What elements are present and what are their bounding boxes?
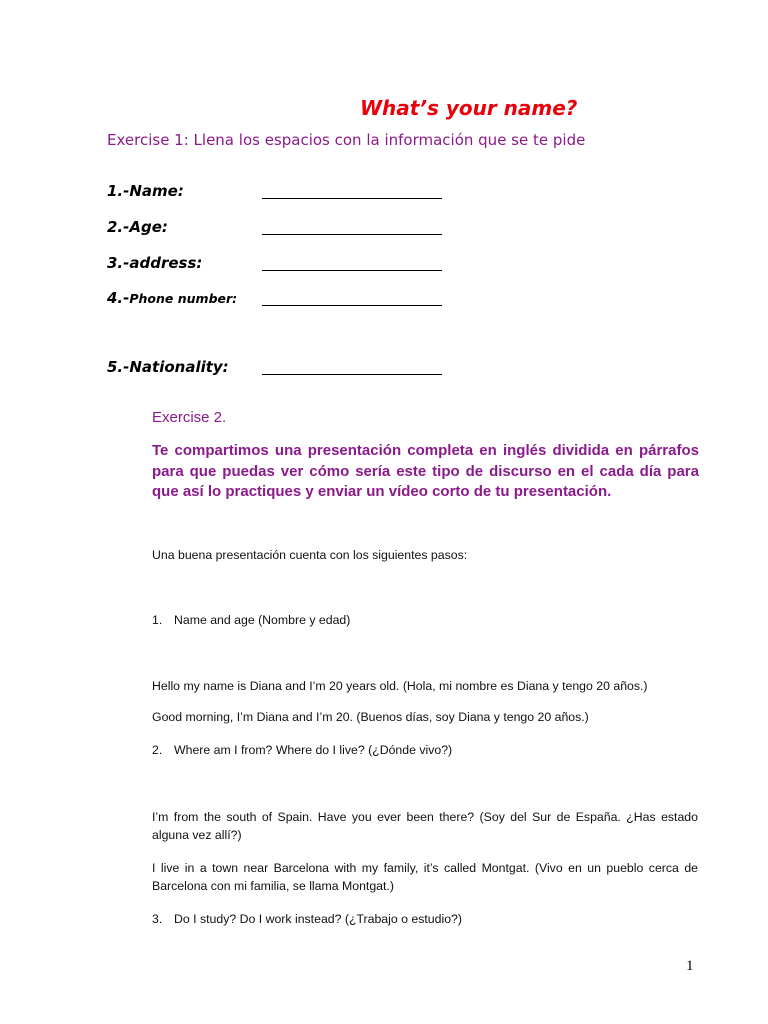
name-field-label: 1.-Name: — [107, 182, 184, 200]
step-1-number: 1. — [152, 613, 163, 627]
step-3-text: Do I study? Do I work instead? (¿Trabajo o estudio?) — [174, 912, 462, 926]
page-title: What’s your name? — [360, 96, 578, 120]
address-field-label: 3.-address: — [107, 254, 203, 272]
exercise-1-heading: Exercise 1: Llena los espacios con la información que se te pide — [107, 131, 586, 149]
phone-field-prefix: 4.- — [107, 289, 130, 307]
instructions-line: para que puedas ver cómo sería este tipo de discurso en el cada día para — [152, 462, 699, 480]
address-blank-line[interactable] — [262, 270, 442, 271]
paragraph-line: alguna vez allí?) — [152, 828, 242, 842]
paragraph-line: Barcelona con mi familia, se llama Montgat.) — [152, 879, 394, 893]
step-1 — [152, 613, 350, 627]
exercise-2-instructions — [152, 441, 699, 503]
step-2-number: 2. — [152, 743, 163, 757]
step-2-example-1 — [152, 808, 698, 844]
step-2-text: Where am I from? Where do I live? (¿Dónde vivo?) — [174, 743, 453, 757]
phone-blank-line[interactable] — [262, 305, 442, 306]
step-1-text: Name and age (Nombre y edad) — [174, 613, 351, 627]
phone-field-label — [107, 289, 237, 307]
exercise-2-heading: Exercise 2. — [152, 409, 227, 426]
step-3-number: 3. — [152, 912, 163, 926]
phone-field-text: Phone number: — [129, 291, 238, 306]
step-3 — [152, 912, 462, 926]
step-1-example-2: Good morning, I’m Diana and I’m 20. (Buenos días, soy Diana y tengo 20 años.) — [152, 710, 589, 724]
steps-intro: Una buena presentación cuenta con los siguientes pasos: — [152, 548, 468, 562]
age-blank-line[interactable] — [262, 234, 442, 235]
instructions-line: Te compartimos una presentación completa en inglés dividida en párrafos — [152, 442, 699, 459]
nationality-blank-line[interactable] — [262, 374, 442, 375]
step-2-example-2 — [152, 859, 698, 895]
paragraph-line: I live in a town near Barcelona with my family, it’s called Montgat. (Vivo en un pueblo cerca de — [152, 861, 698, 875]
step-1-example-1: Hello my name is Diana and I’m 20 years old. (Hola, mi nombre es Diana y tengo 20 años.) — [152, 679, 648, 693]
step-2 — [152, 743, 452, 757]
instructions-line: que así lo practiques y enviar un vídeo corto de tu presentación. — [152, 483, 612, 500]
nationality-field-label: 5.-Nationality: — [107, 358, 229, 376]
page-number: 1 — [686, 958, 694, 974]
age-field-label: 2.-Age: — [107, 218, 168, 236]
name-blank-line[interactable] — [262, 198, 442, 199]
paragraph-line: I’m from the south of Spain. Have you ever been there? (Soy del Sur de España. ¿Has estado — [152, 810, 698, 824]
